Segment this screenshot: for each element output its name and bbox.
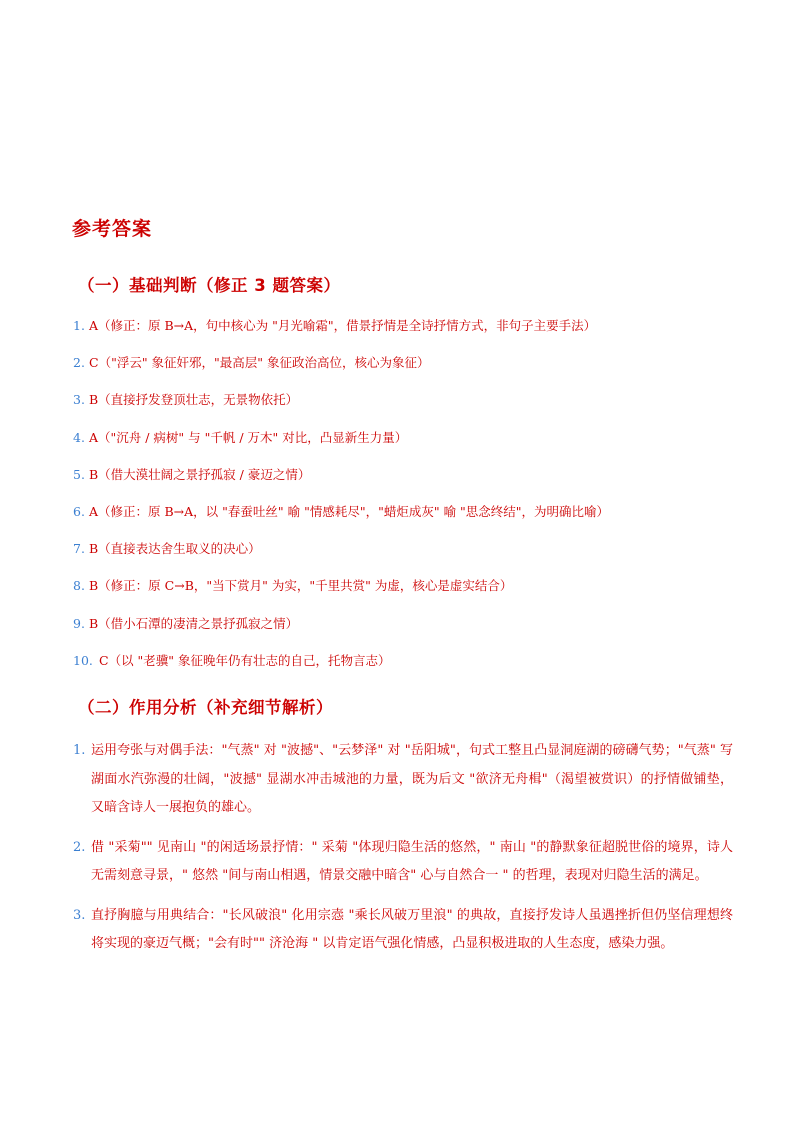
list-item (73, 540, 763, 577)
item-text: A（修正：原 B→A，句中核心为 "月光喻霜"，借景抒情是全诗抒情方式，非句子主要手法） (89, 318, 597, 333)
list-item (73, 834, 733, 891)
function-analysis-list (73, 737, 733, 970)
item-text: 直抒胸臆与用典结合："长风破浪" 化用宗悫 "乘长风破万里浪" 的典故，直接抒发诗人虽遇挫折但仍坚信理想终将实现的豪迈气概；"会有时"" 济沧海 " 以肯定语气强化情感，凸显积极进取的人生态度，感染力强。 (91, 907, 733, 951)
item-number: 2. (73, 839, 86, 855)
item-text: 借 "采菊"" 见南山 "的闲适场景抒情：" 采菊 "体现归隐生活的悠然，" 南山 "的静默象征超脱世俗的境界，诗人无需刻意寻景，" 悠然 "间与南山相遇，情景交融中暗含" 心与自然合一 " 的哲理，表现对归隐生活的满足。 (91, 839, 733, 883)
item-number: 5. (73, 466, 85, 482)
list-item (73, 615, 763, 652)
item-text: B（借大漠壮阔之景抒孤寂 / 豪迈之情） (89, 466, 311, 482)
section-heading-basic-judgment: （一）基础判断（修正 3 题答案） (78, 276, 341, 295)
page-title: 参考答案 (72, 218, 153, 240)
item-number: 3. (73, 392, 85, 408)
item-number: 8. (73, 578, 85, 594)
list-item (73, 902, 733, 959)
list-item (73, 466, 763, 503)
item-number: 4. (73, 429, 85, 445)
list-item (73, 652, 763, 689)
item-text: C（"浮云" 象征奸邪，"最高层" 象征政治高位，核心为象征） (89, 355, 430, 371)
item-text: A（修正：原 B→A，以 "春蚕吐丝" 喻 "情感耗尽"，"蜡炬成灰" 喻 "思念终结"，为明确比喻） (89, 503, 610, 519)
basic-judgment-list (73, 317, 763, 689)
item-text: B（直接抒发登顶壮志，无景物依托） (89, 392, 299, 408)
item-number: 1. (73, 743, 86, 758)
item-text: C（以 "老骥" 象征晚年仍有壮志的自己，托物言志） (99, 652, 391, 668)
item-number: 10. (73, 652, 93, 668)
item-text: B（修正：原 C→B，"当下赏月" 为实，"千里共赏" 为虚，核心是虚实结合） (89, 578, 513, 594)
list-item (73, 317, 763, 354)
item-number: 3. (73, 907, 86, 923)
list-item (73, 577, 763, 614)
list-item (73, 503, 763, 540)
item-text: B（借小石潭的凄清之景抒孤寂之情） (89, 615, 299, 631)
item-number: 6. (73, 503, 85, 519)
list-item (73, 354, 763, 391)
item-number: 7. (73, 541, 85, 557)
item-number: 1. (73, 318, 85, 333)
item-text: A（"沉舟 / 病树" 与 "千帆 / 万木" 对比，凸显新生力量） (89, 429, 408, 445)
item-number: 2. (73, 355, 85, 371)
list-item (73, 391, 763, 428)
item-text: B（直接表达舍生取义的决心） (89, 541, 261, 557)
item-text: 运用夸张与对偶手法："气蒸" 对 "波撼"、"云梦泽" 对 "岳阳城"，句式工整且凸显洞庭湖的磅礴气势；"气蒸" 写湖面水汽弥漫的壮阔，"波撼" 显湖水冲击城池的力量，既为后文 "欲济无舟楫"（渴望被赏识）的抒情做铺垫，又暗含诗人一展抱负的雄心。 (91, 743, 733, 815)
item-number: 9. (73, 615, 85, 631)
section-heading-function-analysis: （二）作用分析（补充细节解析） (78, 698, 333, 717)
list-item (73, 737, 733, 823)
list-item (73, 429, 763, 466)
